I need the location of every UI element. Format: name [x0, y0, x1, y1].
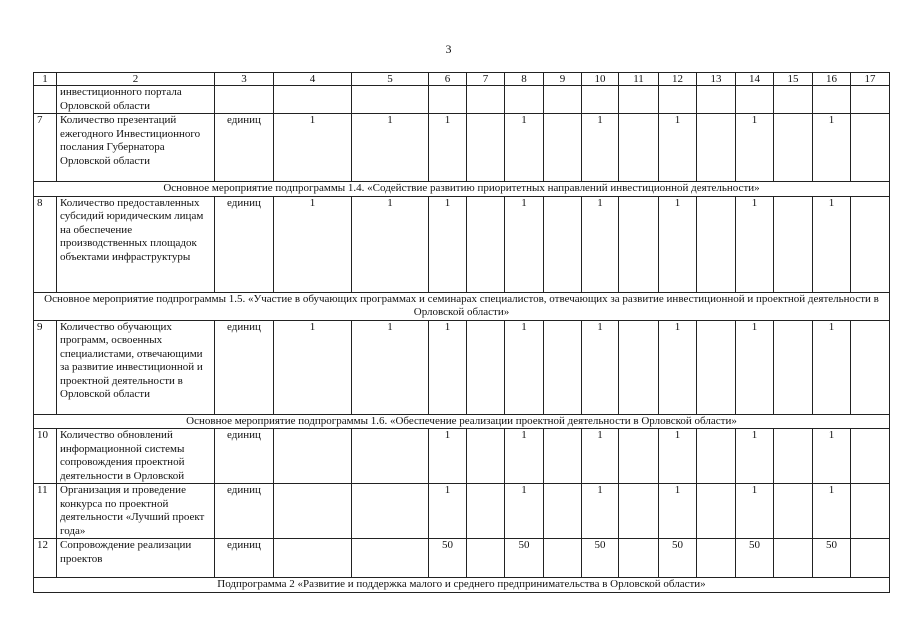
value-cell: 1	[813, 114, 851, 182]
unit-cell: единиц	[215, 429, 274, 484]
value-cell	[467, 196, 505, 292]
value-cell	[774, 539, 813, 578]
value-cell: 1	[429, 429, 467, 484]
value-cell	[352, 429, 429, 484]
value-cell	[697, 539, 736, 578]
value-cell	[274, 86, 352, 114]
value-cell	[544, 429, 582, 484]
unit-cell: единиц	[215, 484, 274, 539]
value-cell	[774, 429, 813, 484]
value-cell: 1	[736, 320, 774, 414]
value-cell	[352, 539, 429, 578]
value-cell: 1	[659, 429, 697, 484]
value-cell	[697, 86, 736, 114]
header-cell: 11	[619, 73, 659, 86]
value-cell	[851, 196, 890, 292]
indicator-name: Количество презентаций ежегодного Инвестиционного послания Губернатора Орловской области	[57, 114, 215, 182]
section-row	[34, 182, 890, 197]
table-row	[34, 196, 890, 292]
header-cell: 6	[429, 73, 467, 86]
value-cell: 1	[274, 320, 352, 414]
value-cell	[851, 114, 890, 182]
value-cell	[582, 86, 619, 114]
value-cell	[467, 484, 505, 539]
header-cell: 2	[57, 73, 215, 86]
header-cell: 14	[736, 73, 774, 86]
value-cell	[352, 484, 429, 539]
header-row	[34, 73, 890, 86]
value-cell: 50	[429, 539, 467, 578]
value-cell	[697, 196, 736, 292]
unit-cell: единиц	[215, 320, 274, 414]
value-cell: 1	[659, 320, 697, 414]
value-cell	[774, 320, 813, 414]
value-cell: 1	[736, 114, 774, 182]
value-cell: 1	[505, 320, 544, 414]
value-cell	[467, 539, 505, 578]
value-cell	[544, 114, 582, 182]
value-cell: 50	[813, 539, 851, 578]
value-cell: 50	[582, 539, 619, 578]
indicator-name: Сопровождение реализации проектов	[57, 539, 215, 578]
indicator-name: Количество обновлений информационной системы сопровождения проектной деятельности в Орловской	[57, 429, 215, 484]
value-cell	[544, 196, 582, 292]
indicator-name: Количество предоставленных субсидий юридическим лицам на обеспечение производственных площадок объектами инфраструктуры	[57, 196, 215, 292]
value-cell	[505, 86, 544, 114]
value-cell	[274, 429, 352, 484]
header-cell: 12	[659, 73, 697, 86]
header-cell: 1	[34, 73, 57, 86]
value-cell: 1	[505, 196, 544, 292]
section-title: Основное мероприятие подпрограммы 1.6. «Обеспечение реализации проектной деятельности в Орловской области»	[34, 414, 890, 429]
value-cell	[467, 86, 505, 114]
value-cell: 50	[736, 539, 774, 578]
value-cell: 1	[582, 484, 619, 539]
header-cell: 17	[851, 73, 890, 86]
value-cell	[467, 320, 505, 414]
value-cell	[697, 114, 736, 182]
table-row	[34, 484, 890, 539]
indicators-table	[33, 72, 890, 593]
header-cell: 3	[215, 73, 274, 86]
header-cell: 15	[774, 73, 813, 86]
value-cell: 1	[429, 484, 467, 539]
value-cell: 1	[505, 484, 544, 539]
section-title: Основное мероприятие подпрограммы 1.5. «Участие в обучающих программах и семинарах специалистов, отвечающих за развитие инвестиционной и проектной деятельности в Орловской области»	[34, 292, 890, 320]
value-cell	[619, 539, 659, 578]
value-cell: 1	[274, 114, 352, 182]
row-number	[34, 86, 57, 114]
value-cell	[467, 114, 505, 182]
value-cell: 1	[429, 196, 467, 292]
row-number: 11	[34, 484, 57, 539]
value-cell	[429, 86, 467, 114]
value-cell: 1	[813, 429, 851, 484]
value-cell	[274, 484, 352, 539]
unit-cell: единиц	[215, 539, 274, 578]
table-row	[34, 320, 890, 414]
value-cell: 1	[813, 196, 851, 292]
value-cell	[697, 320, 736, 414]
indicator-name: Количество обучающих программ, освоенных специалистами, отвечающими за развитие инвестиционной и проектной деятельности в Орловской области	[57, 320, 215, 414]
value-cell: 1	[582, 429, 619, 484]
section-row	[34, 292, 890, 320]
value-cell: 1	[505, 429, 544, 484]
value-cell	[619, 86, 659, 114]
row-number: 10	[34, 429, 57, 484]
value-cell	[697, 429, 736, 484]
value-cell: 50	[505, 539, 544, 578]
row-number: 8	[34, 196, 57, 292]
value-cell: 1	[505, 114, 544, 182]
value-cell	[774, 86, 813, 114]
value-cell	[352, 86, 429, 114]
row-number: 7	[34, 114, 57, 182]
value-cell	[774, 196, 813, 292]
value-cell: 1	[582, 320, 619, 414]
value-cell	[774, 484, 813, 539]
indicator-name: Организация и проведение конкурса по проектной деятельности «Лучший проект года»	[57, 484, 215, 539]
section-title: Подпрограмма 2 «Развитие и поддержка малого и среднего предпринимательства в Орловской области»	[34, 578, 890, 593]
row-number: 9	[34, 320, 57, 414]
header-cell: 5	[352, 73, 429, 86]
value-cell: 1	[352, 320, 429, 414]
section-title: Основное мероприятие подпрограммы 1.4. «Содействие развитию приоритетных направлений инвестиционной деятельности»	[34, 182, 890, 197]
unit-cell: единиц	[215, 196, 274, 292]
table-row	[34, 86, 890, 114]
value-cell: 1	[352, 114, 429, 182]
header-cell: 7	[467, 73, 505, 86]
value-cell	[851, 86, 890, 114]
value-cell: 1	[582, 114, 619, 182]
header-cell: 16	[813, 73, 851, 86]
value-cell	[851, 484, 890, 539]
value-cell: 1	[736, 429, 774, 484]
value-cell: 1	[274, 196, 352, 292]
table-row	[34, 539, 890, 578]
value-cell: 1	[659, 196, 697, 292]
value-cell: 1	[736, 196, 774, 292]
value-cell	[619, 114, 659, 182]
value-cell	[619, 429, 659, 484]
value-cell	[619, 196, 659, 292]
section-row	[34, 414, 890, 429]
value-cell: 1	[659, 114, 697, 182]
value-cell	[619, 484, 659, 539]
value-cell: 1	[582, 196, 619, 292]
value-cell: 1	[813, 320, 851, 414]
unit-cell: единиц	[215, 114, 274, 182]
value-cell	[619, 320, 659, 414]
indicator-name: инвестиционного портала Орловской области	[57, 86, 215, 114]
value-cell: 50	[659, 539, 697, 578]
value-cell: 1	[736, 484, 774, 539]
value-cell	[659, 86, 697, 114]
value-cell	[813, 86, 851, 114]
value-cell	[274, 539, 352, 578]
value-cell	[774, 114, 813, 182]
section-row	[34, 578, 890, 593]
value-cell	[851, 320, 890, 414]
header-cell: 9	[544, 73, 582, 86]
value-cell: 1	[429, 114, 467, 182]
value-cell	[544, 320, 582, 414]
table-row	[34, 114, 890, 182]
value-cell	[544, 539, 582, 578]
value-cell	[467, 429, 505, 484]
value-cell	[544, 86, 582, 114]
unit-cell	[215, 86, 274, 114]
value-cell	[697, 484, 736, 539]
value-cell	[736, 86, 774, 114]
value-cell	[851, 539, 890, 578]
row-number: 12	[34, 539, 57, 578]
value-cell: 1	[352, 196, 429, 292]
value-cell: 1	[429, 320, 467, 414]
header-cell: 10	[582, 73, 619, 86]
page-number: 3	[445, 42, 452, 56]
value-cell: 1	[659, 484, 697, 539]
table-row	[34, 429, 890, 484]
value-cell	[544, 484, 582, 539]
header-cell: 13	[697, 73, 736, 86]
value-cell: 1	[813, 484, 851, 539]
value-cell	[851, 429, 890, 484]
header-cell: 8	[505, 73, 544, 86]
header-cell: 4	[274, 73, 352, 86]
